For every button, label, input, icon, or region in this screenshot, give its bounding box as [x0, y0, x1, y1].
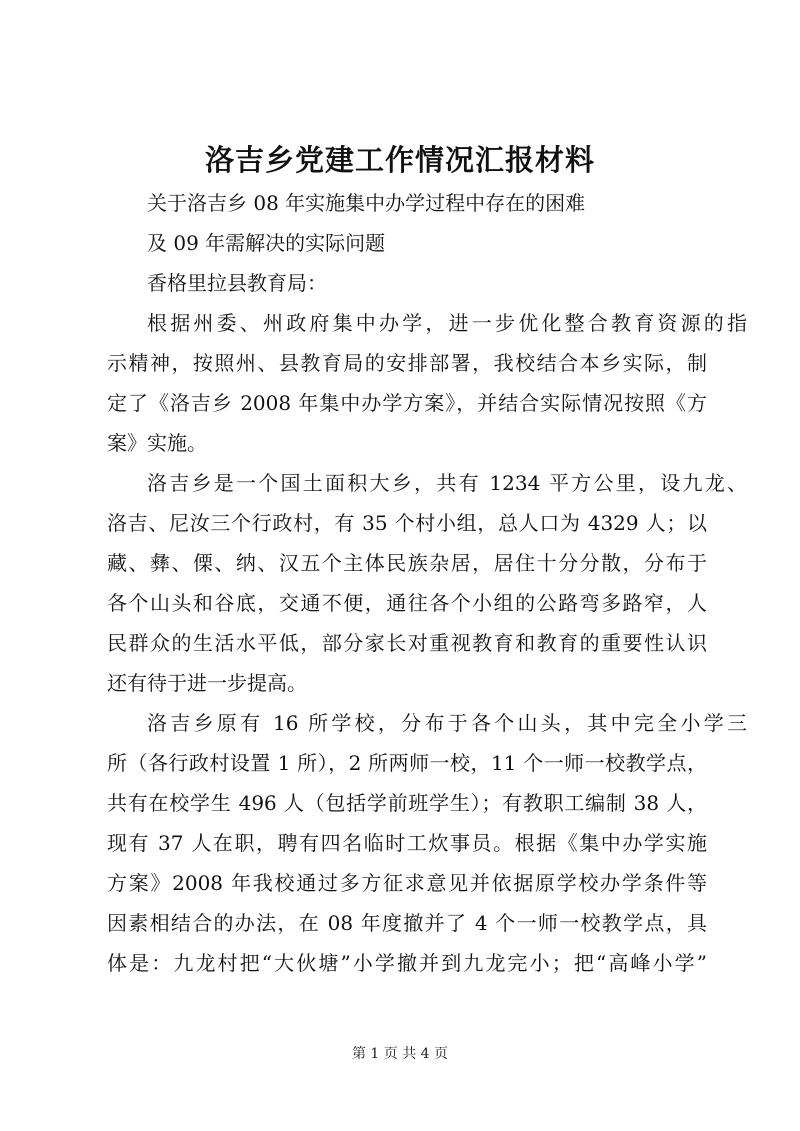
- paragraph-line: 藏、彝、傈、纳、汉五个主体民族杂居，居住十分分散，分布于: [107, 551, 707, 575]
- paragraph-line: 所（各行政村设置 1 所），2 所两师一校，11 个一师一校教学点，: [107, 751, 707, 775]
- document-title: 洛吉乡党建工作情况汇报材料: [204, 143, 595, 177]
- paragraph-line: 方案》2008 年我校通过多方征求意见并依据原学校办学条件等: [107, 871, 707, 895]
- document-body: [107, 183, 747, 983]
- subtitle-line: 及 09 年需解决的实际问题: [147, 231, 386, 255]
- paragraph-line: 现有 37 人在职，聘有四名临时工炊事员。根据《集中办学实施: [107, 831, 707, 855]
- paragraph-line: 根据州委、州政府集中办学，进一步优化整合教育资源的指: [147, 311, 747, 335]
- paragraph-line: 民群众的生活水平低，部分家长对重视教育和教育的重要性认识: [107, 631, 707, 655]
- paragraph-line: 案》实施。: [107, 431, 207, 455]
- paragraph: [107, 463, 747, 703]
- paragraph-line: 示精神，按照州、县教育局的安排部署，我校结合本乡实际，制: [107, 351, 707, 375]
- paragraph-line: 洛吉乡原有 16 所学校，分布于各个山头，其中完全小学三: [147, 711, 747, 735]
- paragraph-line: 还有待于进一步提高。: [107, 671, 307, 695]
- paragraph-line: 各个山头和谷底，交通不便，通往各个小组的公路弯多路窄，人: [107, 591, 707, 615]
- paragraph: [107, 703, 747, 983]
- paragraph-line: 洛吉乡是一个国土面积大乡，共有 1234 平方公里，设九龙、: [147, 471, 747, 495]
- paragraph-line: 体是：九龙村把“大伙塘”小学撤并到九龙完小；把“高峰小学”: [107, 951, 707, 975]
- paragraph: [107, 303, 747, 463]
- paragraph-line: 定了《洛吉乡 2008 年集中办学方案》，并结合实际情况按照《方: [107, 391, 707, 415]
- page-number-footer: 第 1 页 共 4 页: [351, 1046, 449, 1062]
- subtitle-line: 关于洛吉乡 08 年实施集中办学过程中存在的困难: [147, 191, 586, 215]
- paragraph-line: 因素相结合的办法，在 08 年度撤并了 4 个一师一校教学点，具: [107, 911, 707, 935]
- paragraph-line: 共有在校学生 496 人（包括学前班学生）；有教职工编制 38 人，: [107, 791, 707, 815]
- salutation: 香格里拉县教育局：: [147, 271, 327, 295]
- paragraph-line: 洛吉、尼汝三个行政村，有 35 个村小组，总人口为 4329 人；以: [107, 511, 707, 535]
